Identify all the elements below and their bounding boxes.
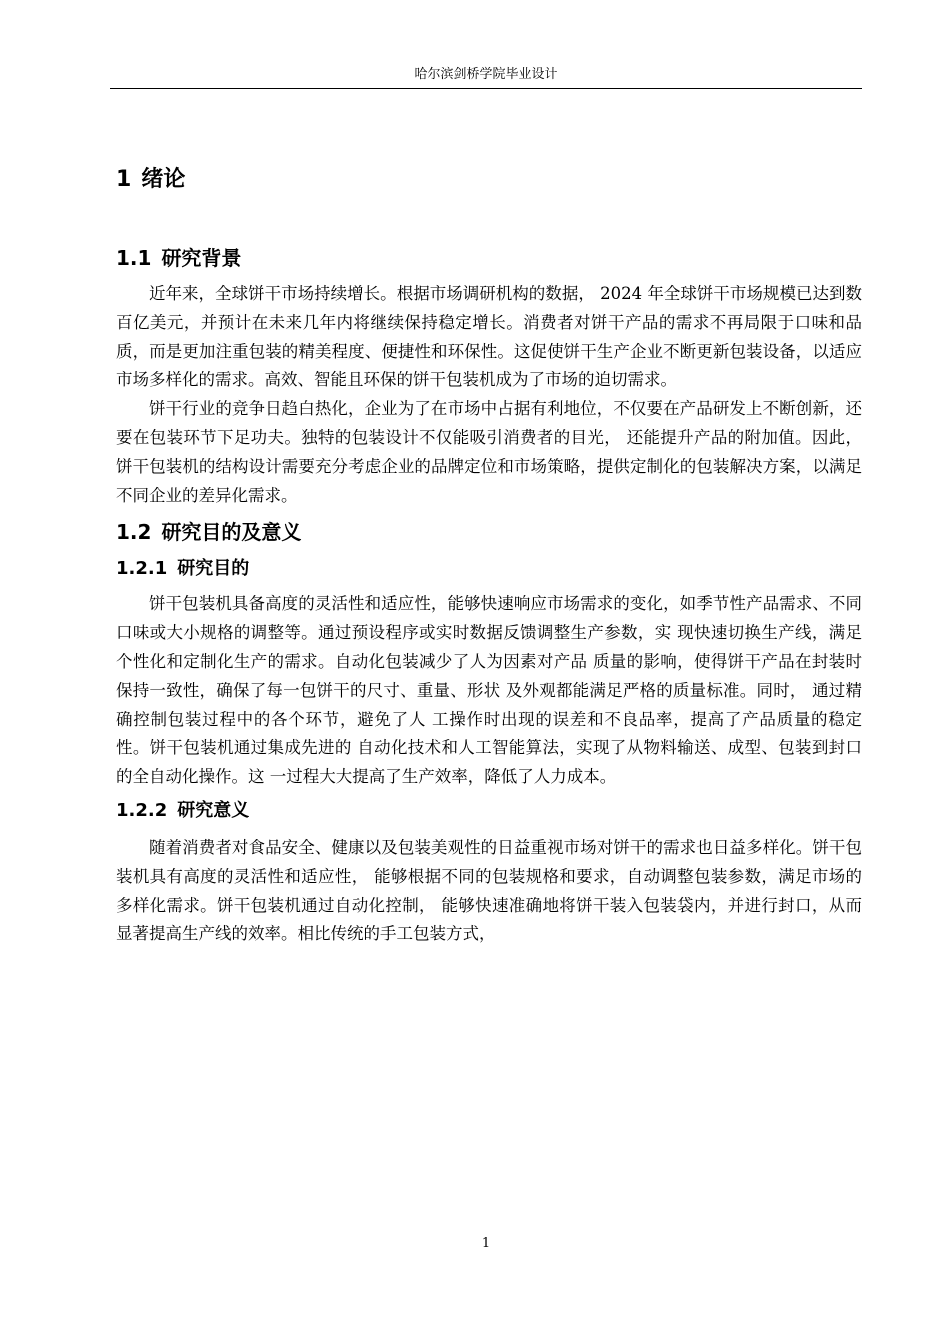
section-number: 1.2	[116, 520, 152, 545]
paragraph: 随着消费者对食品安全、健康以及包装美观性的日益重视市场对饼干的需求也日益多样化。饼干包装机具有高度的灵活性和适应性， 能够根据不同的包装规格和要求，自动调整包装参数，满足市场的多样化需求。饼干包装机通过自动化控制， 能够快速准确地将饼干装入包装袋内，并进行封口，从而显著提高生产线的效率。相比传统的手工包装方式，	[116, 837, 862, 944]
page-number: 1	[481, 1236, 491, 1251]
subsection-number: 1.2.1	[116, 558, 168, 580]
section-heading-1-1	[116, 240, 862, 276]
paragraph: 饼干包装机具备高度的灵活性和适应性，能够快速响应市场需求的变化，如季节性产品需求、不同口味或大小规格的调整等。通过预设程序或实时数据反馈调整生产参数，实 现快速切换生产线，满足个性化和定制化生产的需求。自动化包装减少了人为因素对产品 质量的影响，使得饼干产品在封装时保持一致性，确保了每一包饼干的尺寸、重量、形状 及外观都能满足严格的质量标准。同时， 通过精确控制包装过程中的各个环节，避免了人 工操作时出现的误差和不良品率，提高了产品质量的稳定性。饼干包装机通过集成先进的 自动化技术和人工智能算法，实现了从物料输送、成型、包装到封口的全自动化操作。这 一过程大大提高了生产效率，降低了人力成本。	[116, 594, 862, 787]
subsection-heading-1-2-2	[116, 794, 862, 828]
chapter-heading	[116, 160, 862, 200]
subsection-title: 研究目的	[177, 558, 250, 580]
paragraph: 饼干行业的竞争日趋白热化，企业为了在市场中占据有利地位，不仅要在产品研发上不断创新，还要在包装环节下足功夫。独特的包装设计不仅能吸引消费者的目光， 还能提升产品的附加值。因此，饼干包装机的结构设计需要充分考虑企业的品牌定位和市场策略，提供定制化的包装解决方案，以满足不同企业的差异化需求。	[116, 399, 862, 505]
section-title: 研究目的及意义	[161, 520, 302, 545]
document-body	[116, 160, 862, 949]
chapter-number: 1	[116, 167, 132, 192]
header-divider	[110, 88, 862, 89]
subsection-heading-1-2-1	[116, 552, 862, 586]
subsection-number: 1.2.2	[116, 799, 168, 821]
chapter-title: 绪论	[141, 167, 186, 192]
paragraph: 近年来，全球饼干市场持续增长。根据市场调研机构的数据， 2024 年全球饼干市场规模已达到数百亿美元，并预计在未来几年内将继续保持稳定增长。消费者对饼干产品的需求不再局限于口味和品质，而是更加注重包装的精美程度、便捷性和环保性。这促使饼干生产企业不断更新包装设备，以适应市场多样化的需求。高效、智能且环保的饼干包装机成为了市场的迫切需求。	[116, 284, 862, 390]
section-heading-1-2	[116, 514, 862, 550]
subsection-title: 研究意义	[177, 799, 250, 821]
section-title: 研究背景	[161, 246, 242, 270]
section-number: 1.1	[116, 246, 152, 270]
page-header: 哈尔滨剑桥学院毕业设计	[414, 67, 558, 82]
